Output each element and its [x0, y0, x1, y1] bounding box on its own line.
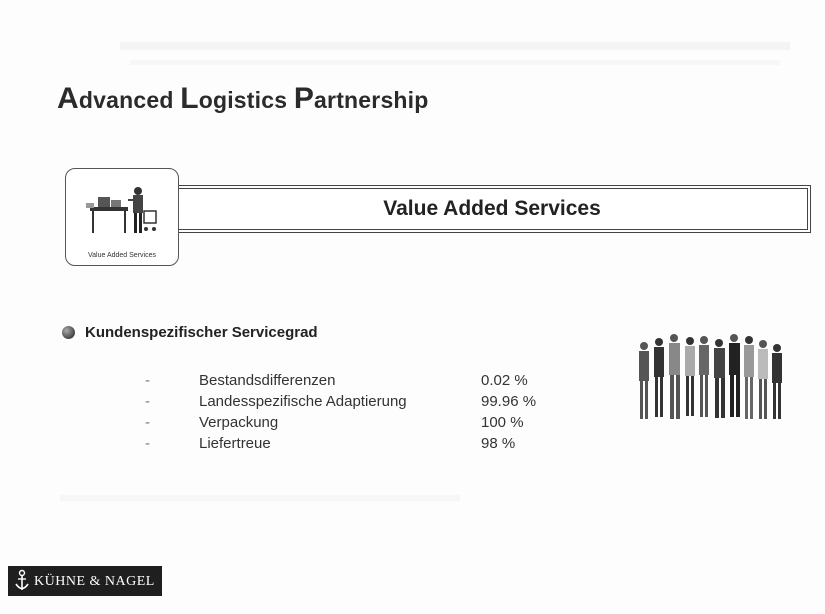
scan-ghost: [130, 60, 780, 65]
title-cap: A: [57, 82, 79, 115]
list-item: [140, 370, 561, 391]
item-value: 0.02 %: [481, 372, 528, 389]
title-text: dvanced: [78, 87, 181, 113]
item-label: Verpackung: [199, 414, 279, 431]
section-heading-row: [62, 324, 318, 341]
item-label: Liefertreue: [199, 435, 271, 452]
list-dash: -: [145, 435, 150, 452]
company-logo: [8, 566, 162, 596]
icon-card-label: Value Added Services: [88, 252, 156, 259]
item-label: Bestandsdifferenzen: [199, 372, 336, 389]
list-item: [140, 412, 561, 433]
page-title: [57, 82, 429, 116]
item-value: 99.96 %: [481, 393, 537, 410]
scan-ghost: [120, 42, 790, 50]
title-text: ogistics: [198, 87, 294, 113]
service-level-list: [140, 370, 561, 454]
list-dash: -: [145, 414, 150, 431]
title-cap: L: [180, 82, 199, 115]
section-heading: Kundenspezifischer Servicegrad: [85, 324, 318, 341]
item-value: 98 %: [481, 435, 516, 452]
service-icon-card: [65, 168, 179, 266]
anchor-icon: [14, 569, 30, 593]
item-label: Landesspezifische Adaptierung: [199, 393, 407, 410]
section-banner: [176, 188, 808, 230]
title-text: artnership: [314, 87, 429, 113]
people-group-icon: [634, 330, 786, 426]
title-cap: P: [293, 82, 315, 115]
logo-text: KÜHNE & NAGEL: [34, 574, 155, 589]
banner-heading: Value Added Services: [383, 197, 601, 220]
warehouse-worker-icon: [84, 183, 160, 239]
list-item: [140, 391, 561, 412]
scan-ghost: [60, 495, 460, 501]
bullet-icon: [62, 326, 75, 339]
list-dash: -: [145, 372, 150, 389]
list-item: [140, 433, 561, 454]
item-value: 100 %: [481, 414, 524, 431]
list-dash: -: [145, 393, 150, 410]
